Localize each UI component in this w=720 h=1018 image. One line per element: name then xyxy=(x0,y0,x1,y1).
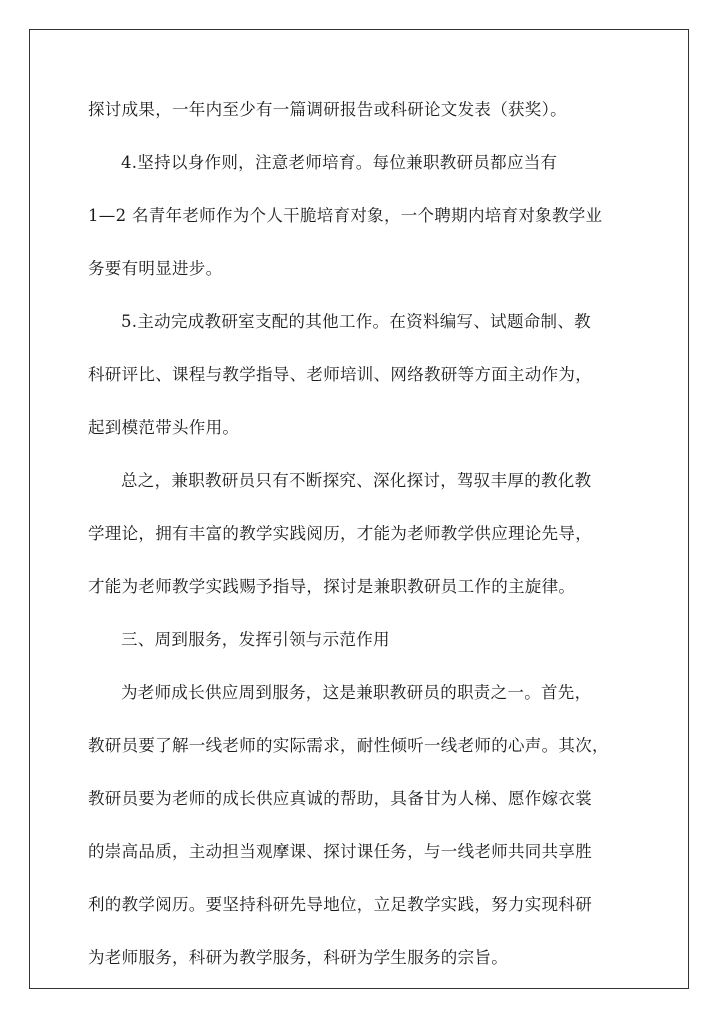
text-line: 务要有明显进步。 xyxy=(88,259,223,278)
section-heading: 三、周到服务，发挥引领与示范作用 xyxy=(121,630,390,649)
text-line: 科研评比、课程与教学指导、老师培训、网络教研等方面主动作为， xyxy=(88,365,592,384)
text-line: 为老师服务，科研为教学服务，科研为学生服务的宗旨。 xyxy=(88,948,508,967)
text-line: 学理论，拥有丰富的教学实践阅历，才能为老师教学供应理论先导， xyxy=(88,524,592,543)
text-line: 利的教学阅历。要坚持科研先导地位，立足教学实践，努力实现科研 xyxy=(88,895,592,914)
text-line: 1—2 名青年老师作为个人干脆培育对象，一个聘期内培育对象教学业 xyxy=(88,206,603,225)
text-line: 4.坚持以身作则，注意老师培育。每位兼职教研员都应当有 xyxy=(121,153,558,172)
text-line: 为老师成长供应周到服务，这是兼职教研员的职责之一。首先， xyxy=(121,683,592,702)
text-line: 的崇高品质，主动担当观摩课、探讨课任务，与一线老师共同共享胜 xyxy=(88,842,592,861)
text-line: 起到模范带头作用。 xyxy=(88,418,240,437)
text-line: 总之，兼职教研员只有不断探究、深化探讨，驾驭丰厚的教化教 xyxy=(121,471,592,490)
text-line: 5.主动完成教研室支配的其他工作。在资料编写、试题命制、教 xyxy=(121,312,591,331)
text-line: 才能为老师教学实践赐予指导，探讨是兼职教研员工作的主旋律。 xyxy=(88,577,576,596)
text-line: 探讨成果，一年内至少有一篇调研报告或科研论文发表（获奖）。 xyxy=(88,100,567,119)
text-line: 教研员要了解一线老师的实际需求，耐性倾听一线老师的心声。其次， xyxy=(88,736,609,755)
text-line: 教研员要为老师的成长供应真诚的帮助，具备甘为人梯、愿作嫁衣裳 xyxy=(88,789,592,808)
